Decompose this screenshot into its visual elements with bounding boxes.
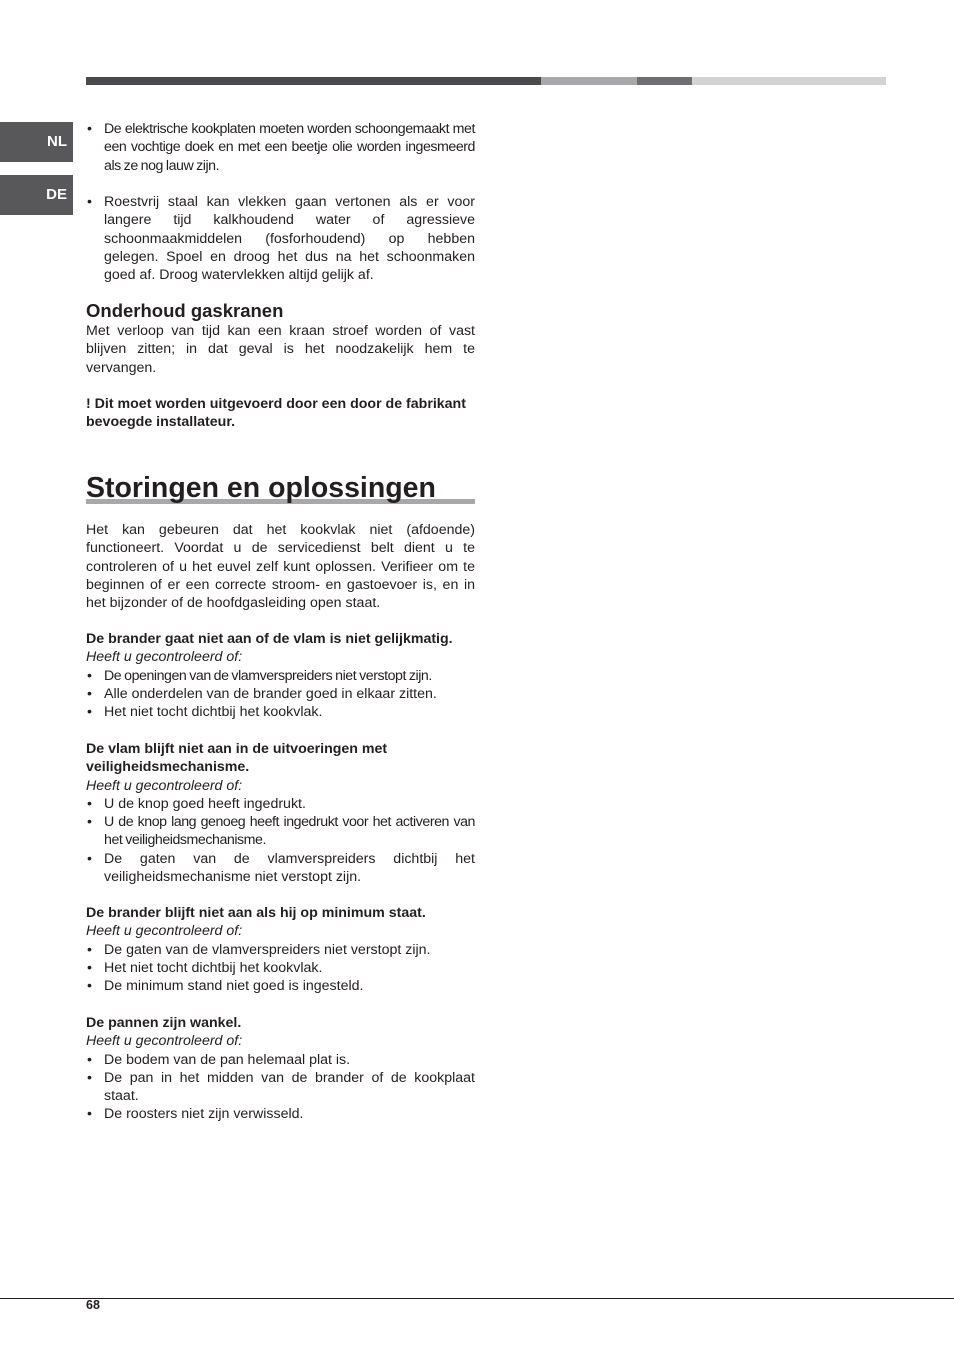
problem-title: De brander blijft niet aan als hij op minimum staat.	[86, 905, 426, 921]
list-item: • De bodem van de pan helemaal plat is.	[86, 1051, 475, 1069]
list-item: • Alle onderdelen van de brander goed in elkaar zitten.	[86, 685, 475, 703]
header-color-bar	[86, 77, 886, 85]
header-bar-segment	[86, 77, 541, 85]
cleaning-section	[86, 120, 475, 175]
tab-language-nl[interactable]: NL	[0, 122, 73, 162]
tab-language-de[interactable]: DE	[0, 175, 73, 215]
check-label: Heeft u gecontroleerd of:	[86, 923, 243, 940]
list-item: • De pan in het midden van de brander of de kookplaat staat.	[86, 1069, 475, 1106]
footer-divider	[0, 1298, 954, 1299]
page-title-block	[86, 470, 475, 506]
page-number: 68	[86, 1298, 100, 1312]
page-title: Storingen en oplossingen	[86, 472, 436, 504]
problem-title: De vlam blijft niet aan in de uitvoeringen met veiligheidsmechanisme.	[86, 741, 388, 776]
list-item: • De gaten van de vlamverspreiders niet verstopt zijn.	[86, 941, 475, 959]
warning-note	[86, 395, 475, 432]
problem-block	[86, 904, 475, 995]
problem-block	[86, 1014, 475, 1124]
list-item: • De openingen van de vlamverspreiders niet verstopt zijn.	[86, 667, 475, 685]
problem-block	[86, 630, 475, 721]
list-item: • De roosters niet zijn verwisseld.	[86, 1105, 475, 1123]
check-label: Heeft u gecontroleerd of:	[86, 1033, 243, 1050]
list-item: • De gaten van de vlamverspreiders dichtbij het veiligheidsmechanisme niet verstopt zijn.	[86, 850, 475, 887]
list-item: • Het niet tocht dichtbij het kookvlak.	[86, 959, 475, 977]
list-item: • Roestvrij staal kan vlekken gaan vertonen als er voor langere tijd kalkhoudend water of agressieve schoonmaakmiddelen (fosforhoudend) op hebben gelegen. Spoel en droog het dus na het schoonmaken goed af. Droog watervlekken altijd gelijk af.	[86, 193, 475, 284]
check-label: Heeft u gecontroleerd of:	[86, 777, 243, 794]
list-item: • U de knop goed heeft ingedrukt.	[86, 795, 475, 813]
troubleshooting-intro	[86, 521, 475, 612]
warning-text: Dit moet worden uitgevoerd door een door de fabrikant bevoegde installateur.	[86, 396, 466, 431]
header-bar-segment	[637, 77, 692, 85]
problem-block	[86, 740, 475, 886]
problem-title: De brander gaat niet aan of de vlam is niet gelijkmatig.	[86, 631, 453, 647]
section-heading: Onderhoud gaskranen	[86, 300, 284, 321]
intro-text: Het kan gebeuren dat het kookvlak niet (afdoende) functioneert. Voordat u de servicedienst belt dient u te controleren of u het euvel zelf kunt oplossen. Verifieer om te beginnen of er een correcte stroom- en gastoevoer is, en in het bijzonder of de hoofdgasleiding open staat.	[86, 522, 475, 612]
list-item: • Het niet tocht dichtbij het kookvlak.	[86, 703, 475, 721]
list-item: • De elektrische kookplaten moeten worden schoongemaakt met een vochtige doek en met een beetje olie worden ingesmeerd als ze nog lauw zijn.	[86, 120, 475, 175]
list-item: • De minimum stand niet goed is ingesteld.	[86, 977, 475, 995]
list-item: • U de knop lang genoeg heeft ingedrukt voor het activeren van het veiligheidsmechanisme.	[86, 813, 475, 850]
check-label: Heeft u gecontroleerd of:	[86, 649, 243, 666]
header-bar-segment	[541, 77, 637, 85]
problem-title: De pannen zijn wankel.	[86, 1015, 242, 1031]
cleaning-section-2	[86, 193, 475, 284]
header-bar-segment	[692, 77, 886, 85]
warning-icon: !	[86, 396, 91, 412]
maintenance-text: Met verloop van tijd kan een kraan stroef worden of vast blijven zitten; in dat geval is het noodzakelijk hem te vervangen.	[86, 323, 475, 376]
maintenance-section	[86, 300, 475, 377]
